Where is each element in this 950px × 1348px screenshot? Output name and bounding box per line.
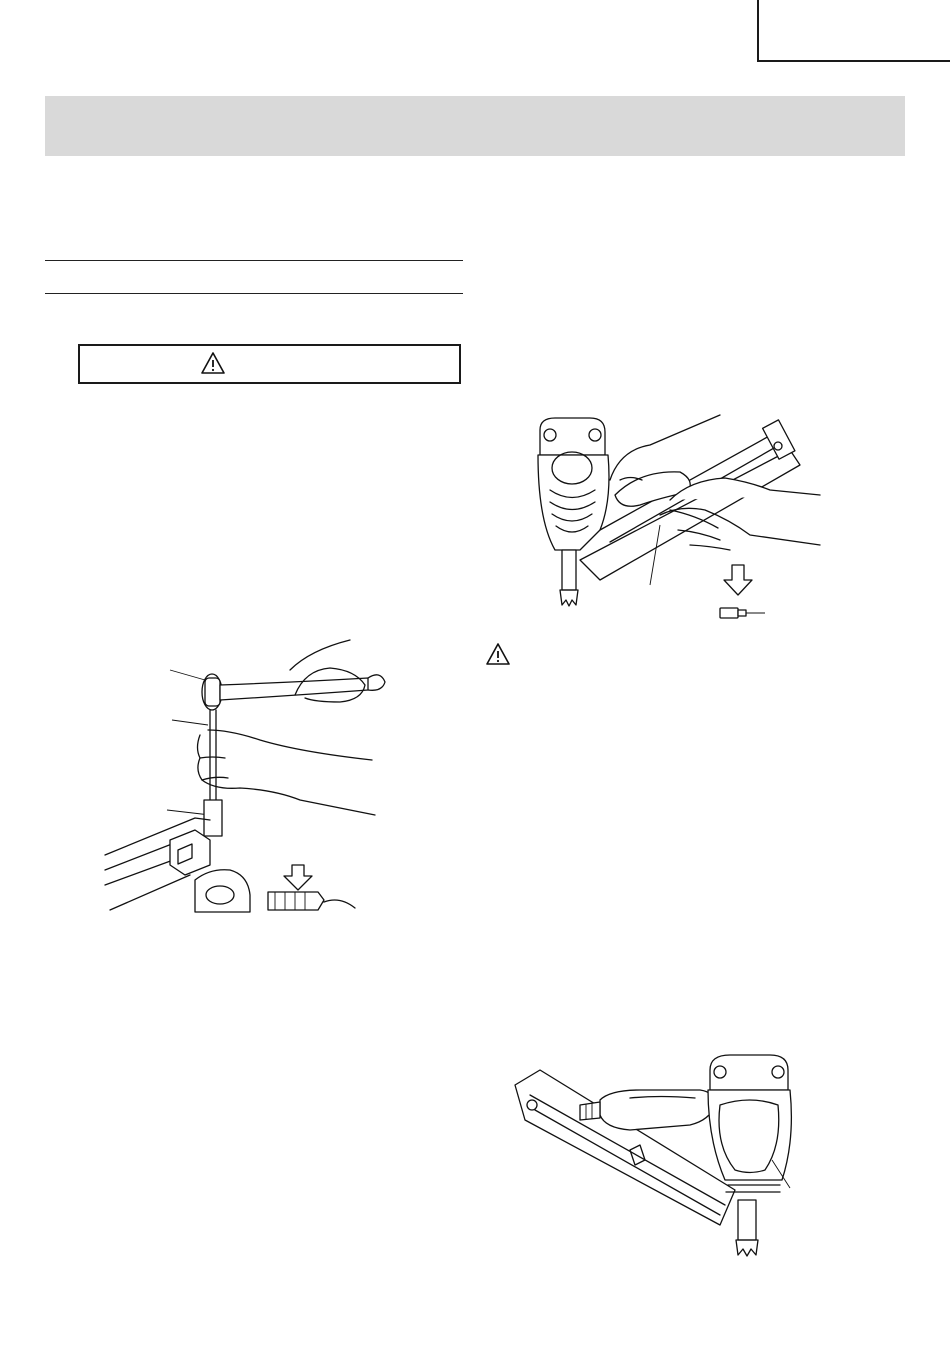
warning-triangle-icon	[201, 352, 225, 379]
nailer-side-view-illustration	[510, 1050, 810, 1270]
section-header-band	[45, 96, 905, 156]
subsection-rule-top	[45, 260, 463, 261]
subsection-rule-bottom	[45, 293, 463, 294]
page-corner-tab	[757, 0, 950, 62]
hammer-driver-blade-illustration	[100, 630, 390, 915]
hands-on-magazine-illustration	[520, 410, 820, 630]
warning-triangle-icon	[486, 643, 510, 670]
caution-box	[78, 344, 461, 384]
